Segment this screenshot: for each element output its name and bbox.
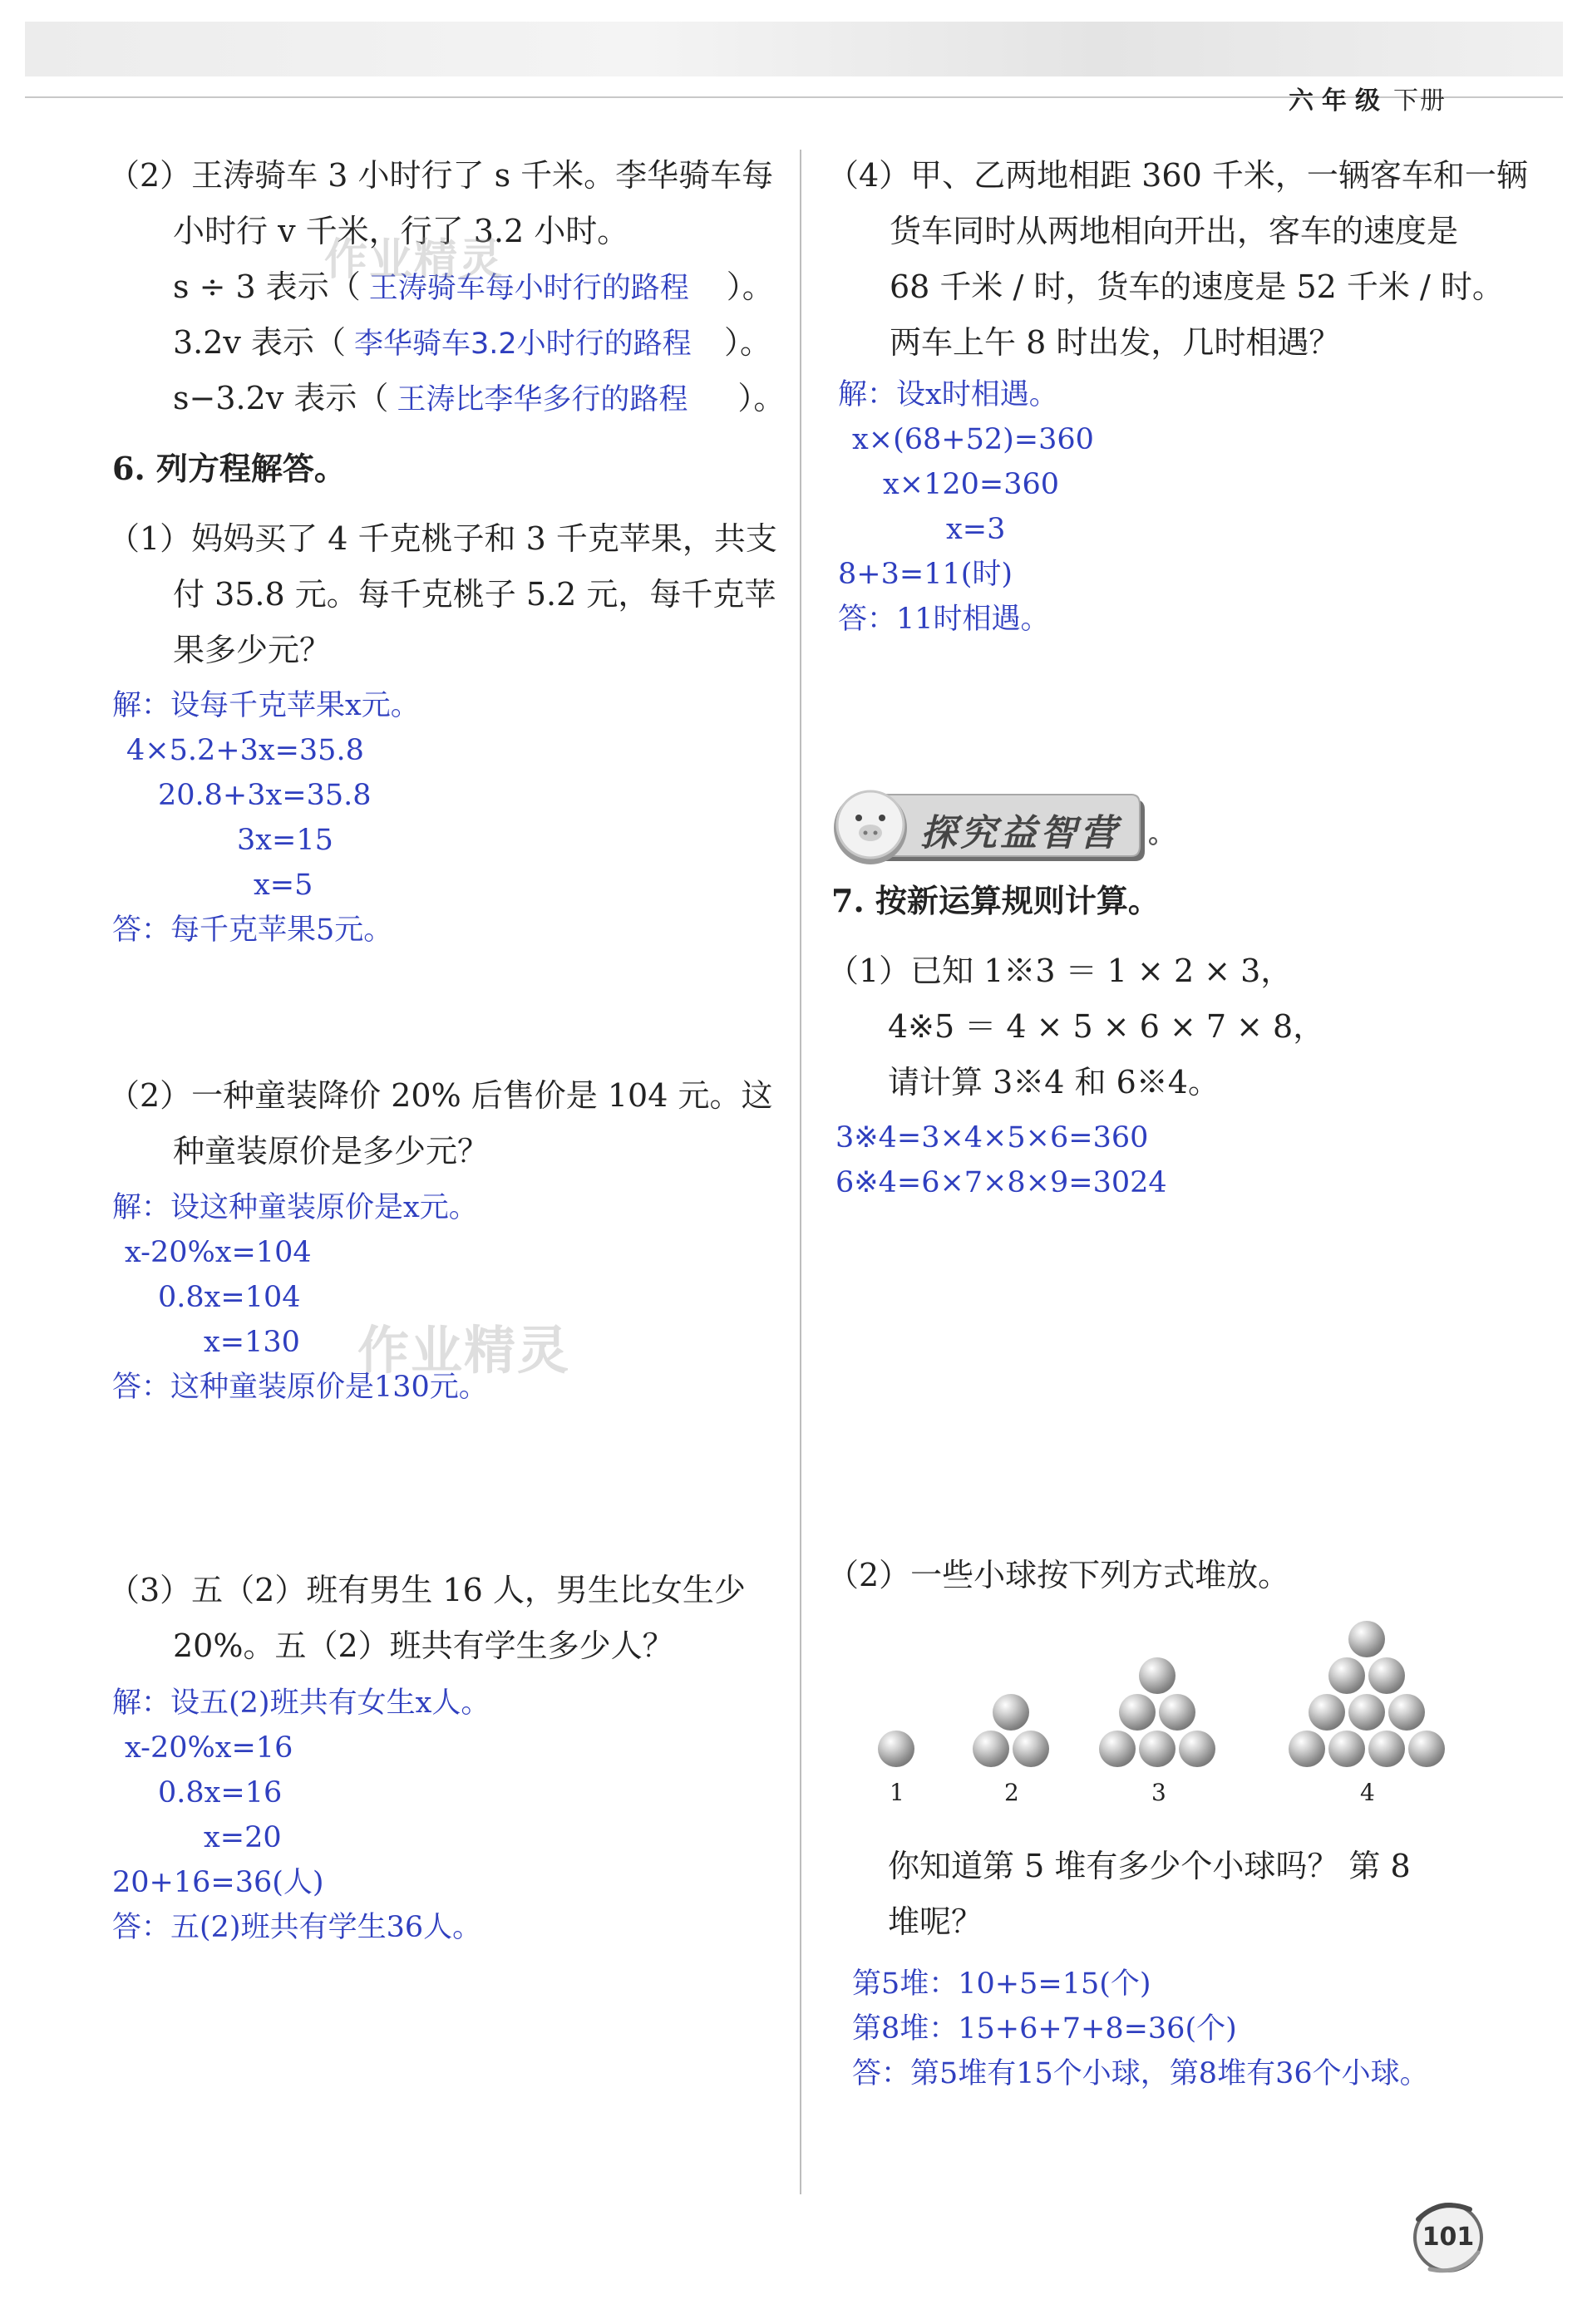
q7-2-question-1: 你知道第 5 堆有多少个小球吗？ 第 8 [888,1848,1411,1884]
grade-label [1289,80,1447,116]
ball [1119,1694,1156,1731]
q6-3-line2: 20%。五（2）班共有学生多少人？ [173,1627,674,1664]
q7-2-question-2: 堆呢？ [888,1903,983,1940]
q6-2-line1: （2）一种童装降价 20% 后售价是 104 元。这 [108,1077,773,1114]
q6-2-answer-4: x=130 [204,1326,300,1359]
column-divider [800,150,801,2194]
pile-label-1: 1 [890,1779,904,1806]
pile-label-2: 2 [1004,1779,1019,1806]
ball [1388,1694,1425,1731]
ball [1368,1731,1405,1767]
q7-2-line1: （2）一些小球按下列方式堆放。 [827,1557,1290,1593]
q7-1-answer-2: 6※4=6×7×8×9=3024 [835,1166,1167,1199]
q7-1-line1: （1）已知 1※3 ＝ 1 × 2 × 3， [827,953,1293,989]
ball [1309,1694,1345,1731]
q7-2-answer-3: 答：第5堆有15个小球，第8堆有36个小球。 [852,2057,1429,2090]
ball [1159,1694,1195,1731]
ball [1408,1731,1445,1767]
q7-2-answer-2: 第8堆：15+6+7+8=36(个) [852,2012,1237,2046]
header-band [25,22,1563,76]
q6-4-line3: 68 千米 / 时，货车的速度是 52 千米 / 时。 [890,268,1504,305]
row3-answer: 王涛比李华多行的路程 [397,383,688,416]
q6-1-answer-3: 20.8+3x=35.8 [158,779,372,812]
q6-1-answer-5: x=5 [254,869,313,902]
q6-1-answer-4: 3x=15 [237,824,333,857]
volume: 下册 [1393,86,1447,116]
ball [1139,1657,1176,1694]
q6-1-line1: （1）妈妈买了 4 千克桃子和 3 千克苹果，共支 [108,520,777,557]
q6-3-answer-3: 0.8x=16 [158,1776,283,1809]
ball [1328,1657,1365,1694]
q7-2-answer-1: 第5堆：10+5=15(个) [852,1967,1151,2001]
row1-prefix: s ÷ 3 表示（ [173,268,361,305]
q6-2-line2: 种童装原价是多少元？ [173,1133,490,1169]
q6-1-line2: 付 35.8 元。每千克桃子 5.2 元，每千克苹 [173,576,776,613]
q6-1-answer-2: 4×5.2+3x=35.8 [126,734,364,767]
row3-prefix: s−3.2v 表示（ [173,380,389,416]
q6-2-answer-3: 0.8x=104 [158,1281,301,1314]
q6-4-line2: 货车同时从两地相向开出，客车的速度是 [890,213,1459,249]
page-number-badge [1407,2194,1490,2277]
ball [993,1694,1029,1731]
q6-4-answer-4: x=3 [946,513,1006,546]
q6-4-line1: （4）甲、乙两地相距 360 千米，一辆客车和一辆 [827,157,1528,194]
q5-2-line2: 小时行 v 千米，行了 3.2 小时。 [173,213,629,249]
q6-4-answer-6: 答：11时相遇。 [838,603,1050,636]
page-number: 101 [1422,2223,1475,2252]
ball [973,1731,1009,1767]
q6-2-answer-1: 解：设这种童装原价是x元。 [112,1191,478,1224]
watermark-1: 作业精灵 [324,235,505,285]
grade: 六年级 [1289,86,1388,116]
q6-3-answer-4: x=20 [204,1821,282,1854]
row2-answer: 李华骑车3.2小时行的路程 [353,327,692,361]
q6-3-answer-1: 解：设五(2)班共有女生x人。 [112,1686,490,1720]
q6-1-line3: 果多少元？ [173,632,332,668]
q6-3-line1: （3）五（2）班有男生 16 人，男生比女生少 [108,1572,746,1608]
q6-2-answer-5: 答：这种童装原价是130元。 [112,1371,488,1404]
row2-suffix: ）。 [723,324,771,361]
ball [1368,1657,1405,1694]
watermark-2: 作业精灵 [357,1320,571,1381]
ball [1013,1731,1049,1767]
section-banner [827,781,1160,864]
q6-1-answer-6: 答：每千克苹果5元。 [112,913,393,947]
ball [1289,1731,1325,1767]
row1-suffix: ）。 [726,268,774,305]
ball [1179,1731,1215,1767]
ball [1139,1731,1176,1767]
row2-prefix: 3.2v 表示（ [173,324,346,361]
q6-4-answer-1: 解：设x时相遇。 [838,378,1058,411]
q7-1-line3: 请计算 3※4 和 6※4。 [888,1064,1220,1100]
q6-4-answer-5: 8+3=11(时) [838,558,1013,591]
ball [1348,1694,1385,1731]
pile-label-4: 4 [1360,1779,1375,1806]
ball [1099,1731,1136,1767]
q6-4-line4: 两车上午 8 时出发，几时相遇？ [890,324,1341,361]
q7-1-answer-1: 3※4=3×4×5×6=360 [835,1121,1149,1155]
q7-1-line2: 4※5 ＝ 4 × 5 × 6 × 7 × 8， [888,1008,1325,1045]
q6-4-answer-2: x×(68+52)=360 [852,423,1094,456]
q6-3-answer-6: 答：五(2)班共有学生36人。 [112,1911,482,1944]
banner-title: 探究益智营 [920,812,1120,854]
q7-title: 7. 按新运算规则计算。 [831,882,1160,919]
row3-suffix: ）。 [737,380,786,416]
ball [1348,1621,1385,1657]
q6-2-answer-2: x-20%x=104 [125,1236,312,1269]
ball [1328,1731,1365,1767]
q5-2-row2 [173,315,771,372]
q5-2-row3 [173,371,785,428]
ball [878,1731,914,1767]
q6-3-answer-5: 20+16=36(人) [112,1866,324,1899]
pile-label-3: 3 [1151,1779,1166,1806]
q5-2-line1: （2）王涛骑车 3 小时行了 s 千米。李华骑车每 [108,157,774,194]
q6-title: 6. 列方程解答。 [112,450,346,487]
q6-4-answer-3: x×120=360 [883,468,1059,501]
row1-answer: 王涛骑车每小时行的路程 [368,272,689,305]
q6-3-answer-2: x-20%x=16 [125,1731,293,1765]
q6-1-answer-1: 解：设每千克苹果x元。 [112,689,420,722]
